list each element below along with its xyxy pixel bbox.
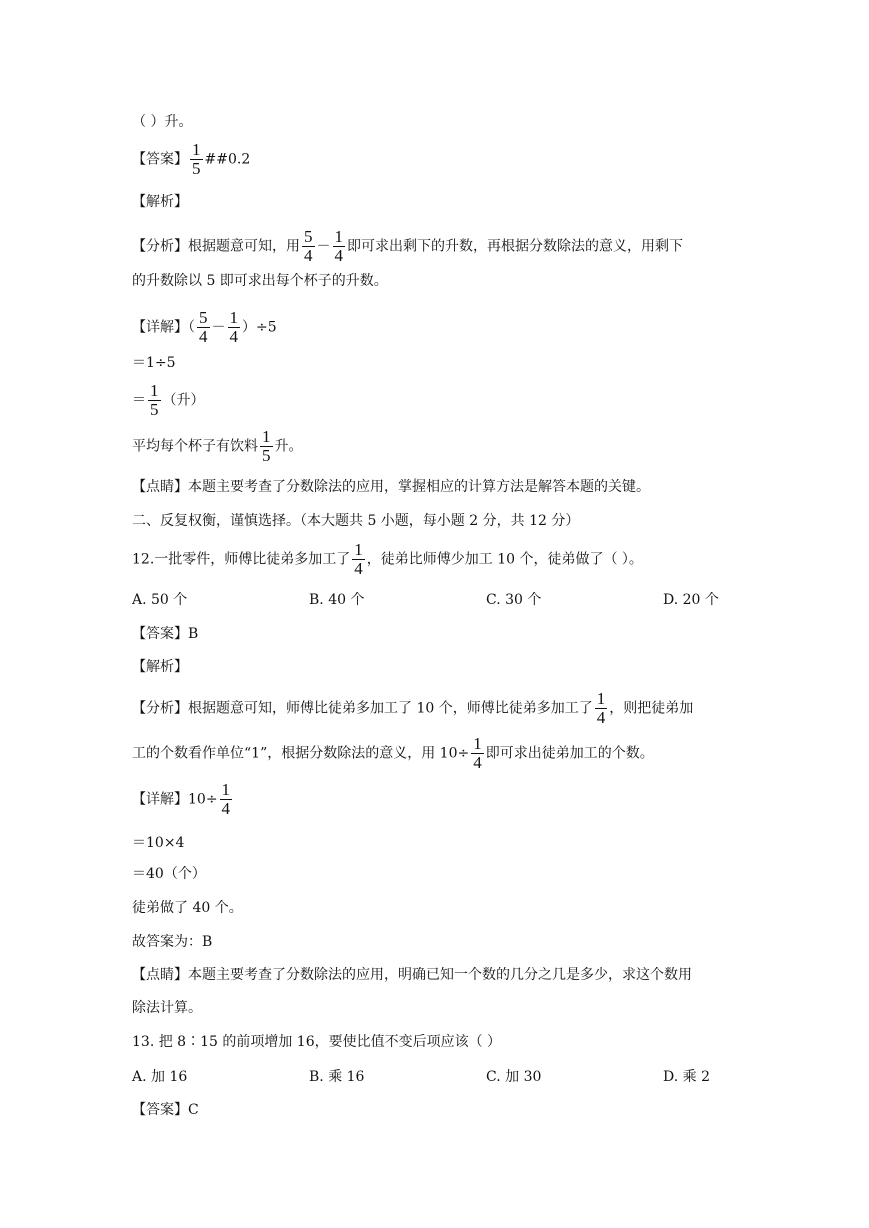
- dianjing-label: 【点睛】: [132, 479, 188, 495]
- q11-answer: [132, 141, 250, 178]
- fraction-denominator: 5: [150, 400, 159, 419]
- q11-conclusion: [132, 428, 303, 465]
- fraction-numerator: 1: [192, 140, 201, 159]
- fraction-denominator: 4: [221, 799, 231, 818]
- fraction: [148, 382, 161, 419]
- minus-sign: －: [316, 238, 331, 255]
- q12-detail: [132, 781, 234, 818]
- fraction-numerator: 1: [262, 427, 271, 446]
- fraction-numerator: 5: [199, 308, 208, 327]
- fraction-denominator: 4: [199, 327, 208, 346]
- answer-value: B: [188, 626, 199, 642]
- q11-analysis-label: 【解析】: [132, 194, 188, 210]
- question-text: 12.一批零件，师傅比徒弟多加工了: [132, 551, 351, 568]
- fraction-denominator: 5: [192, 159, 201, 178]
- fraction: [352, 541, 365, 578]
- q12-answer: [132, 625, 198, 643]
- fraction: [260, 428, 273, 465]
- fenxi-text: ，则把徒弟加: [609, 700, 694, 717]
- q11-fenxi-line2: 的升数除以 5 即可求出每个杯子的升数。: [132, 273, 388, 289]
- fraction-numerator: 1: [354, 540, 363, 559]
- q12-dianjing-line1: [132, 966, 692, 984]
- detail-label: 【详解】: [132, 791, 188, 808]
- fenxi-text: 即可求出徒弟加工的个数。: [485, 745, 654, 762]
- fraction-denominator: 4: [334, 246, 343, 265]
- section-title: 二、反复权衡，谨慎选择。（本大题共 5 小题，每小题 2 分，共 12 分）: [132, 513, 580, 529]
- fraction: [302, 228, 315, 265]
- equals-sign: ＝: [132, 392, 146, 409]
- fraction-numerator: 1: [596, 689, 606, 708]
- fraction: [333, 228, 346, 265]
- q12-stem: [132, 541, 643, 578]
- dianjing-text: 本题主要考查了分数除法的应用，掌握相应的计算方法是解答本题的关键。: [188, 479, 650, 495]
- q12-fenxi-line1: [132, 690, 693, 727]
- answer-suffix: ##0.2: [204, 151, 251, 168]
- q11-step1: ＝1÷5: [132, 355, 176, 371]
- fenxi-text: 根据题意可知，师傅比徒弟多加工了 10 个，师傅比徒弟多加工了: [188, 700, 593, 717]
- fraction-denominator: 5: [262, 446, 271, 465]
- fenxi-text: 根据题意可知，用: [188, 238, 300, 255]
- fraction-denominator: 4: [304, 246, 313, 265]
- q12-dianjing-line2: 除法计算。: [132, 1000, 202, 1016]
- fraction-numerator: 1: [150, 381, 159, 400]
- fraction: [595, 690, 608, 727]
- fenxi-text: 工的个数看作单位“1”，根据分数除法的意义，用 10÷: [132, 745, 470, 762]
- unit: （升）: [162, 392, 205, 409]
- q11-dianjing: [132, 478, 650, 496]
- answer-value: C: [188, 1102, 199, 1118]
- fraction-numerator: 1: [473, 734, 482, 753]
- option-c[interactable]: C. 加 30: [486, 1069, 542, 1085]
- detail-text: 10÷: [188, 791, 218, 808]
- q12-step2: ＝40（个）: [132, 866, 206, 882]
- q12-final: 故答案为：B: [132, 934, 213, 950]
- q12-conclusion: 徒弟做了 40 个。: [132, 900, 243, 916]
- fraction: [220, 781, 233, 818]
- option-a[interactable]: A. 50 个: [132, 592, 188, 608]
- fenxi-text: 即可求出剩下的升数，再根据分数除法的意义，用剩下: [347, 238, 683, 255]
- detail-label: 【详解】: [132, 319, 188, 336]
- fraction-numerator: 1: [221, 780, 231, 799]
- q13-answer: [132, 1101, 199, 1119]
- minus-sign: －: [211, 319, 226, 336]
- q11-fenxi-line1: [132, 228, 683, 265]
- dianjing-text: 本题主要考查了分数除法的应用，明确已知一个数的几分之几是多少，求这个数用: [188, 967, 692, 983]
- answer-label: 【答案】: [132, 626, 188, 642]
- q11-detail: [132, 309, 277, 346]
- option-b[interactable]: B. 乘 16: [309, 1069, 365, 1085]
- paren-open: （: [188, 319, 195, 336]
- fenxi-label: 【分析】: [132, 700, 188, 717]
- fenxi-label: 【分析】: [132, 238, 188, 255]
- q12-step1: ＝10×4: [132, 835, 185, 851]
- conclusion-text: 平均每个杯子有饮料: [132, 438, 258, 455]
- fraction-denominator: 4: [229, 327, 238, 346]
- dianjing-label: 【点睛】: [132, 967, 188, 983]
- q13-stem: 13. 把 8∶15 的前项增加 16，要使比值不变后项应该（ ）: [132, 1034, 502, 1050]
- fraction: [228, 309, 241, 346]
- detail-tail: ）÷5: [242, 319, 277, 336]
- q11-step2: [132, 382, 205, 419]
- option-d[interactable]: D. 20 个: [663, 592, 719, 608]
- fraction: [190, 141, 203, 178]
- fraction: [471, 735, 484, 772]
- fraction-denominator: 4: [473, 753, 482, 772]
- option-c[interactable]: C. 30 个: [486, 592, 542, 608]
- option-b[interactable]: B. 40 个: [309, 592, 365, 608]
- answer-label: 【答案】: [132, 1102, 188, 1118]
- fraction-denominator: 4: [596, 708, 606, 727]
- question-text: ，徒弟比师傅少加工 10 个，徒弟做了（ ）。: [366, 551, 643, 568]
- option-d[interactable]: D. 乘 2: [663, 1069, 710, 1085]
- q12-fenxi-line2: [132, 735, 654, 772]
- q11-tail-line: （ ）升。: [132, 114, 193, 130]
- fraction-numerator: 5: [304, 227, 313, 246]
- fraction-denominator: 4: [354, 559, 363, 578]
- fraction: [197, 309, 210, 346]
- fraction-numerator: 1: [334, 227, 343, 246]
- q12-analysis-label: 【解析】: [132, 659, 188, 675]
- option-a[interactable]: A. 加 16: [132, 1069, 188, 1085]
- conclusion-text: 升。: [274, 438, 303, 455]
- answer-label: 【答案】: [132, 151, 188, 168]
- fraction-numerator: 1: [229, 308, 238, 327]
